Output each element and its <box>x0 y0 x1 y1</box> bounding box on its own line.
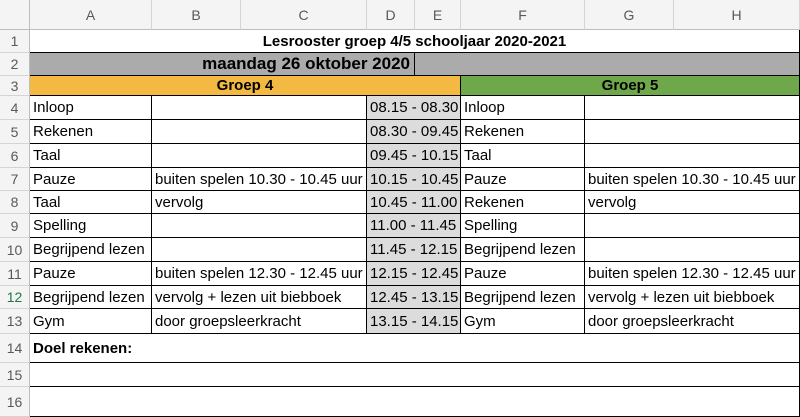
schedule-date: maandag 26 oktober 2020 <box>202 54 410 73</box>
g4-subject-text: Inloop <box>33 99 74 116</box>
column-header-c[interactable]: C <box>241 0 367 30</box>
row-header-6[interactable]: 6 <box>0 144 30 168</box>
g4-subject-cell[interactable] <box>30 214 152 238</box>
g4-note-cell[interactable] <box>152 286 367 309</box>
g4-note-cell[interactable] <box>152 238 367 262</box>
g4-note-cell[interactable] <box>152 96 367 120</box>
g4-note-cell[interactable] <box>152 144 367 168</box>
g5-subject-text: Begrijpend lezen <box>464 241 576 258</box>
g5-note-cell[interactable] <box>585 286 800 309</box>
row-header-11[interactable]: 11 <box>0 262 30 286</box>
row-header-13[interactable]: 13 <box>0 309 30 334</box>
g5-note-text: vervolg <box>588 193 637 211</box>
g5-subject-cell[interactable] <box>461 96 585 120</box>
time-text: 09.45 - 10.15 <box>370 147 459 164</box>
g5-subject-text: Taal <box>464 147 492 164</box>
row-header-2[interactable]: 2 <box>0 53 30 76</box>
time-text: 12.15 - 12.45 <box>370 265 459 282</box>
title-cell[interactable] <box>30 30 800 53</box>
g5-subject-cell[interactable] <box>461 168 585 191</box>
g5-subject-cell[interactable] <box>461 120 585 144</box>
g4-subject-text: Begrijpend lezen <box>33 241 145 258</box>
g4-subject-cell[interactable] <box>30 286 152 309</box>
g4-note-cell[interactable] <box>152 309 367 334</box>
g5-note-cell[interactable] <box>585 144 800 168</box>
g5-note-cell[interactable] <box>585 120 800 144</box>
column-header-f[interactable]: F <box>461 0 585 30</box>
row-header-14[interactable]: 14 <box>0 334 30 363</box>
g4-subject-text: Gym <box>33 312 65 330</box>
group5-header[interactable] <box>461 76 800 96</box>
g5-note-cell[interactable] <box>585 214 800 238</box>
column-header-g[interactable]: G <box>585 0 674 30</box>
row-header-9[interactable]: 9 <box>0 214 30 238</box>
g4-note-cell[interactable] <box>152 120 367 144</box>
g5-subject-text: Begrijpend lezen <box>464 288 576 306</box>
g5-subject-cell[interactable] <box>461 286 585 309</box>
g5-note-cell[interactable] <box>585 238 800 262</box>
g4-subject-text: Spelling <box>33 217 87 234</box>
g4-subject-text: Rekenen <box>33 123 94 140</box>
time-text: 10.15 - 10.45 <box>370 170 459 188</box>
goal-cell[interactable] <box>30 334 800 363</box>
time-text: 13.15 - 14.15 <box>370 312 459 330</box>
g4-subject-text: Taal <box>33 193 61 211</box>
g4-subject-text: Taal <box>33 147 61 164</box>
g4-subject-cell[interactable] <box>30 120 152 144</box>
time-cell[interactable] <box>367 214 461 238</box>
g5-subject-text: Pauze <box>464 170 507 188</box>
g4-note-text: door groepsleerkracht <box>155 312 301 330</box>
row-header-1[interactable]: 1 <box>0 30 30 53</box>
row-header-8[interactable]: 8 <box>0 191 30 214</box>
column-header-a[interactable]: A <box>30 0 152 30</box>
g4-subject-cell[interactable] <box>30 191 152 214</box>
g5-note-cell[interactable] <box>585 168 800 191</box>
g4-subject-cell[interactable] <box>30 168 152 191</box>
time-cell[interactable] <box>367 191 461 214</box>
empty-cell-row16[interactable] <box>30 387 800 417</box>
g5-note-text: vervolg + lezen uit biebboek <box>588 288 775 306</box>
g5-note-cell[interactable] <box>585 96 800 120</box>
g4-note-cell[interactable] <box>152 191 367 214</box>
g5-note-text: door groepsleerkracht <box>588 312 734 330</box>
g4-subject-text: Pauze <box>33 265 76 282</box>
row-header-10[interactable]: 10 <box>0 238 30 262</box>
g5-subject-cell[interactable] <box>461 214 585 238</box>
time-text: 12.45 - 13.15 <box>370 288 459 306</box>
time-cell[interactable] <box>367 309 461 334</box>
g4-subject-cell[interactable] <box>30 238 152 262</box>
row-header-12[interactable]: 12 <box>0 286 30 309</box>
time-text: 11.45 - 12.15 <box>370 241 458 258</box>
g5-subject-text: Pauze <box>464 265 507 282</box>
g4-note-cell[interactable] <box>152 214 367 238</box>
g5-subject-cell[interactable] <box>461 144 585 168</box>
g4-subject-text: Pauze <box>33 170 76 188</box>
time-cell[interactable] <box>367 286 461 309</box>
g5-subject-text: Rekenen <box>464 123 525 140</box>
group4-header[interactable] <box>30 76 461 96</box>
g5-subject-cell[interactable] <box>461 309 585 334</box>
group5-label: Groep 5 <box>601 77 659 94</box>
row-header-3[interactable]: 3 <box>0 76 30 96</box>
time-text: 08.30 - 09.45 <box>370 123 459 140</box>
g4-subject-cell[interactable] <box>30 309 152 334</box>
g5-subject-cell[interactable] <box>461 238 585 262</box>
time-cell[interactable] <box>367 120 461 144</box>
row-header-4[interactable]: 4 <box>0 96 30 120</box>
g4-subject-text: Begrijpend lezen <box>33 288 145 306</box>
time-cell[interactable] <box>367 238 461 262</box>
row-header-15[interactable]: 15 <box>0 363 30 387</box>
time-text: 11.00 - 11.45 <box>370 217 457 234</box>
g4-subject-cell[interactable] <box>30 262 152 286</box>
empty-cell-row15[interactable] <box>30 363 800 387</box>
sheet-title: Lesrooster groep 4/5 schooljaar 2020-2021 <box>262 32 567 50</box>
g4-subject-cell[interactable] <box>30 96 152 120</box>
g4-note-text: vervolg + lezen uit biebboek <box>155 288 342 306</box>
group4-label: Groep 4 <box>216 77 274 94</box>
column-header-e[interactable]: E <box>415 0 461 30</box>
g5-subject-text: Rekenen <box>464 193 525 211</box>
time-cell[interactable] <box>367 168 461 191</box>
g5-note-text: buiten spelen 12.30 - 12.45 uur <box>588 265 796 282</box>
select-all-corner[interactable] <box>0 0 30 30</box>
g5-subject-text: Gym <box>464 312 496 330</box>
g4-note-text: buiten spelen 10.30 - 10.45 uur <box>155 170 363 188</box>
column-header-h[interactable]: H <box>674 0 800 30</box>
g4-subject-cell[interactable] <box>30 144 152 168</box>
row-header-5[interactable]: 5 <box>0 120 30 144</box>
g4-note-text: buiten spelen 12.30 - 12.45 uur <box>155 265 363 282</box>
g5-subject-cell[interactable] <box>461 191 585 214</box>
time-text: 10.45 - 11.00 <box>370 193 458 211</box>
goal-label: Doel rekenen: <box>33 339 133 357</box>
date-cell[interactable] <box>30 53 415 76</box>
time-text: 08.15 - 08.30 <box>370 99 459 116</box>
g5-subject-text: Spelling <box>464 217 518 234</box>
g5-note-cell[interactable] <box>585 262 800 286</box>
g4-note-cell[interactable] <box>152 168 367 191</box>
g5-subject-text: Inloop <box>464 99 505 116</box>
date-cell-empty[interactable] <box>415 53 800 76</box>
time-cell[interactable] <box>367 96 461 120</box>
g4-note-cell[interactable] <box>152 262 367 286</box>
row-header-7[interactable]: 7 <box>0 168 30 191</box>
g5-note-text: buiten spelen 10.30 - 10.45 uur <box>588 170 796 188</box>
time-cell[interactable] <box>367 144 461 168</box>
g5-subject-cell[interactable] <box>461 262 585 286</box>
time-cell[interactable] <box>367 262 461 286</box>
column-header-d[interactable]: D <box>367 0 415 30</box>
g4-note-text: vervolg <box>155 193 204 211</box>
g5-note-cell[interactable] <box>585 191 800 214</box>
column-header-b[interactable]: B <box>152 0 241 30</box>
row-header-16[interactable]: 16 <box>0 387 30 417</box>
g5-note-cell[interactable] <box>585 309 800 334</box>
